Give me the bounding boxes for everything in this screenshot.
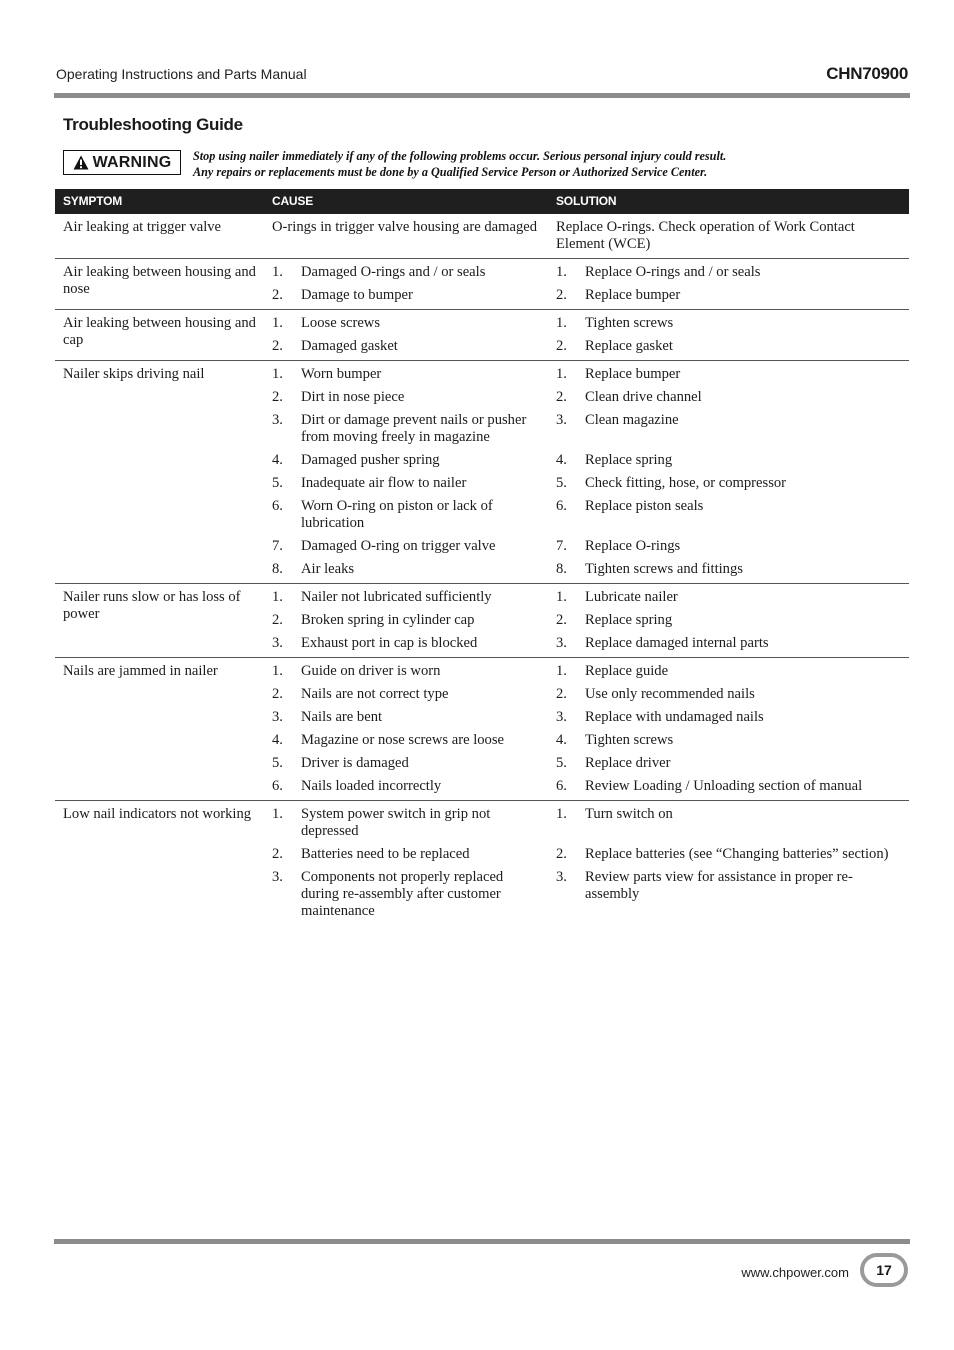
solution-number: 3. [556, 869, 567, 885]
cause-number: 3. [272, 869, 283, 885]
cause-text: Nails are not correct type [301, 686, 449, 702]
solution-number: 2. [556, 389, 567, 405]
cause-number: 8. [265, 561, 301, 584]
warning-line-2: Any repairs or replacements must be done by a Qualified Service Person or Authorized Service Center. [193, 165, 708, 179]
cause-text: Driver is damaged [301, 755, 409, 771]
cause-text: Nails are bent [301, 709, 383, 725]
solution-text: Replace bumper [585, 366, 681, 382]
warning-word: WARNING [92, 153, 172, 171]
table-row [55, 214, 909, 259]
table-row [55, 584, 909, 613]
solution-text: Replace gasket [585, 338, 909, 361]
cause-number: 6. [272, 498, 283, 514]
solution-text: Replace with undamaged nails [585, 709, 764, 725]
solution-text: Replace O-rings. Check operation of Work Contact Element (WCE) [549, 214, 909, 259]
cause-number: 3. [265, 635, 301, 658]
solution-number: 3. [556, 709, 567, 725]
header-symptom: SYMPTOM [55, 189, 265, 214]
solution-text: Tighten screws and fittings [585, 561, 909, 584]
table-row [55, 361, 909, 390]
header-rule [54, 93, 910, 98]
solution-text: Replace batteries (see “Changing batteries” section) [585, 846, 889, 862]
solution-number: 5. [556, 475, 567, 491]
solution-text: Clean drive channel [585, 389, 702, 405]
symptom-cell: Air leaking between housing and nose [55, 259, 265, 310]
solution-number: 6. [549, 778, 585, 801]
solution-text: Tighten screws [585, 315, 674, 331]
solution-text: Review parts view for assistance in proper re-assembly [585, 869, 853, 902]
symptom-cell: Nailer skips driving nail [55, 361, 265, 584]
solution-number: 3. [556, 412, 567, 428]
cause-text: Batteries need to be replaced [301, 846, 470, 862]
solution-number: 5. [556, 755, 567, 771]
header-solution: SOLUTION [549, 189, 909, 214]
solution-text: Replace guide [585, 663, 669, 679]
cause-text: Components not properly replaced during re-assembly after customer maintenance [301, 869, 504, 919]
footer-rule [54, 1239, 910, 1244]
solution-number: 1. [556, 315, 567, 331]
warning-message [193, 148, 893, 180]
symptom-cell: Low nail indicators not working [63, 806, 252, 822]
cause-text: Nails loaded incorrectly [301, 778, 549, 801]
solution-text: Replace damaged internal parts [585, 635, 909, 658]
solution-number: 1. [556, 264, 567, 280]
cause-number: 5. [272, 755, 283, 771]
cause-number: 1. [272, 663, 283, 679]
cause-text: Dirt or damage prevent nails or pusher from moving freely in magazine [301, 412, 527, 445]
solution-number: 7. [556, 538, 567, 554]
solution-number: 1. [556, 663, 567, 679]
solution-text: Replace spring [585, 452, 673, 468]
cause-number: 2. [272, 612, 283, 628]
solution-number: 8. [549, 561, 585, 584]
model-number: CHN70900 [826, 64, 908, 83]
solution-number: 2. [549, 338, 585, 361]
solution-text: Replace bumper [585, 287, 909, 310]
solution-text: Review Loading / Unloading section of manual [585, 778, 909, 801]
cause-text: System power switch in grip not depressed [301, 806, 491, 839]
cause-text: Inadequate air flow to nailer [301, 475, 467, 491]
cause-number: 4. [272, 452, 283, 468]
cause-text: Magazine or nose screws are loose [301, 732, 505, 748]
table-row [55, 658, 909, 687]
cause-number: 1. [272, 264, 283, 280]
symptom-cell: Nails are jammed in nailer [55, 658, 265, 801]
cause-text: Damaged pusher spring [301, 452, 440, 468]
cause-number: 4. [272, 732, 283, 748]
manual-title: Operating Instructions and Parts Manual [56, 66, 307, 82]
solution-text: Tighten screws [585, 732, 674, 748]
cause-text: Loose screws [301, 315, 381, 331]
cause-number: 2. [272, 846, 283, 862]
solution-text: Turn switch on [585, 806, 673, 822]
table-row [55, 259, 909, 288]
warning-line-1: Stop using nailer immediately if any of the following problems occur. Serious personal injury could result. [193, 149, 727, 163]
page-number: 17 [860, 1253, 908, 1287]
solution-number: 4. [556, 732, 567, 748]
cause-text: Exhaust port in cap is blocked [301, 635, 549, 658]
header-cause: CAUSE [265, 189, 549, 214]
solution-number: 3. [549, 635, 585, 658]
solution-number: 2. [556, 846, 567, 862]
solution-text: Replace O-rings [585, 538, 681, 554]
section-title: Troubleshooting Guide [63, 115, 243, 134]
solution-number: 2. [556, 686, 567, 702]
cause-number: 1. [272, 589, 283, 605]
cause-text: Worn bumper [301, 366, 382, 382]
cause-text: Dirt in nose piece [301, 389, 405, 405]
solution-text: Lubricate nailer [585, 589, 678, 605]
cause-number: 1. [272, 315, 283, 331]
cause-number: 7. [272, 538, 283, 554]
solution-number: 6. [556, 498, 567, 514]
warning-label [63, 150, 181, 175]
solution-text: Replace piston seals [585, 498, 704, 514]
table-row [55, 801, 909, 847]
solution-number: 1. [556, 806, 567, 822]
symptom-cell: Air leaking at trigger valve [55, 214, 265, 259]
solution-number: 1. [556, 589, 567, 605]
cause-number: 3. [272, 709, 283, 725]
symptom-cell: Nailer runs slow or has loss of power [55, 584, 265, 658]
solution-text: Check fitting, hose, or compressor [585, 475, 787, 491]
cause-text: Worn O-ring on piston or lack of lubrication [301, 498, 493, 531]
solution-number: 1. [556, 366, 567, 382]
symptom-cell: Air leaking between housing and cap [55, 310, 265, 361]
solution-text: Clean magazine [585, 412, 679, 428]
cause-number: 1. [272, 806, 283, 822]
solution-text: Replace driver [585, 755, 671, 771]
troubleshooting-table [55, 189, 909, 926]
cause-text: Damaged O-rings and / or seals [301, 264, 486, 280]
solution-number: 2. [556, 612, 567, 628]
cause-number: 6. [265, 778, 301, 801]
cause-number: 5. [272, 475, 283, 491]
cause-number: 2. [265, 338, 301, 361]
table-header-row [55, 189, 909, 214]
cause-number: 2. [272, 686, 283, 702]
cause-number: 3. [272, 412, 283, 428]
cause-text: Nailer not lubricated sufficiently [301, 589, 492, 605]
solution-number: 4. [556, 452, 567, 468]
solution-text: Use only recommended nails [585, 686, 755, 702]
cause-text: Broken spring in cylinder cap [301, 612, 475, 628]
table-body [55, 214, 909, 926]
cause-number: 1. [272, 366, 283, 382]
cause-text: Air leaks [301, 561, 549, 584]
warning-triangle-icon [73, 155, 89, 170]
table-row [55, 310, 909, 339]
solution-text: Replace spring [585, 612, 673, 628]
cause-text: Damage to bumper [301, 287, 549, 310]
cause-number: 2. [265, 287, 301, 310]
website-url: www.chpower.com [741, 1265, 849, 1280]
cause-text: Guide on driver is worn [301, 663, 441, 679]
cause-text: Damaged O-ring on trigger valve [301, 538, 496, 554]
cause-text: Damaged gasket [301, 338, 549, 361]
solution-number: 2. [549, 287, 585, 310]
solution-text: Replace O-rings and / or seals [585, 264, 761, 280]
cause-number: 2. [272, 389, 283, 405]
cause-text: O-rings in trigger valve housing are damaged [265, 214, 549, 259]
